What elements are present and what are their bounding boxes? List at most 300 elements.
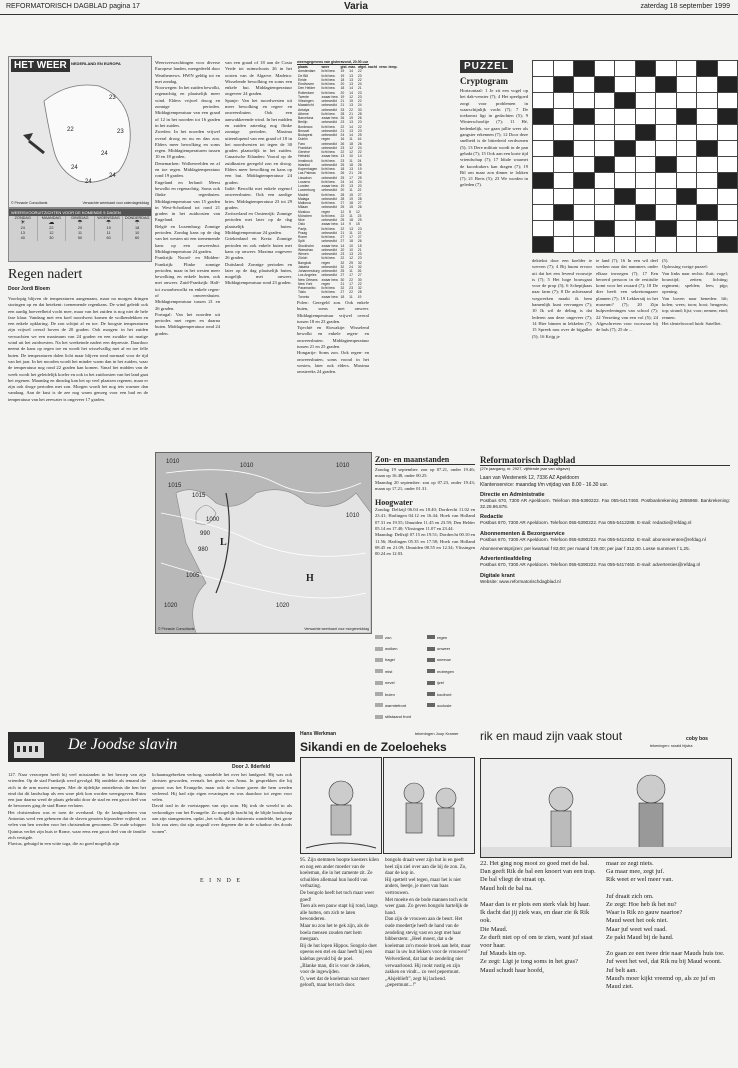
crossword-cell[interactable] [676,61,697,77]
city-name: Bangkok [298,260,312,265]
city-temps: 27 17 27 [340,235,362,239]
city-weather: licht bew. [321,82,336,86]
crossword-cell[interactable] [635,173,656,189]
city-name: Luxemburg [298,188,315,193]
city-weather: licht bew. [321,73,336,78]
city-weather: onbewolkt [321,218,337,222]
crossword-cell[interactable] [656,173,677,189]
city-temps: 21 13 24 [340,103,362,108]
isobar-label: 1010 [240,463,254,469]
rates-body: Abonnementsprijzen: per kwartaal f 82,00; per maand f 29,00; per jaar f 312,00. Losse nummers f 1,25. [480,546,690,552]
crossword-row [533,93,738,109]
crossword-cell[interactable] [594,109,615,125]
city-temps: 12 8 12 [340,209,360,214]
city-temps: 21 17 22 [340,281,362,286]
legend-item [427,700,475,710]
crossword-cell[interactable] [533,141,554,157]
city-weather: licht bew. [321,86,336,91]
crossword-cell[interactable] [717,189,738,205]
crossword-cell[interactable] [697,221,718,237]
crossword-cell[interactable] [615,205,636,221]
city-name: Eelde [298,77,307,82]
crossword-cell[interactable] [594,93,615,109]
crossword-cell[interactable] [615,173,636,189]
city-weather: onbewolkt [321,107,337,112]
map-credit-left: © Pinnacle Consultants [11,201,48,205]
city-name: New York [298,281,313,286]
crossword-row [533,61,738,77]
crossword-cell[interactable] [656,109,677,125]
crossword-cell[interactable] [615,61,636,77]
comic2-text1: 22. Het ging nog mooi zo goed met de bal. Dan geeft Rik de bal een knoert van een trap. De bal vliegt de straat op. Maud holt de bal na. Maar dan is er plots een sterk vlak bij haar. Ik dacht dat jij ziek was, en daar zie ik Rik ook. Die Maud. Ze durft niet op of om te zien, want juf staat voor haar. Juf Mauds kin op. Ze zegt: Ligt je tong soms in het gras? Maud schudt haar hoofd, [480,860,596,974]
crossword-cell[interactable] [717,205,738,221]
ads-title: Advertentieafdeling [480,556,532,563]
crossword-row [533,157,738,173]
crossword-cell[interactable] [676,157,697,173]
forecast-day: DONDERDAG ☂ 18 10 60 [124,216,150,240]
crossword-cell[interactable] [635,125,656,141]
city-name: Praag [298,230,308,235]
low-pressure-icon: L [220,537,227,548]
city-weather: licht bew. [321,256,336,261]
crossword-cell[interactable] [656,77,677,93]
city-temps: 22 13 23 [340,226,362,231]
crossword-cell[interactable] [697,189,718,205]
city-weather: onbewolkt [321,264,337,269]
crossword-cell[interactable] [656,125,677,141]
crossword-cell[interactable] [656,189,677,205]
crossword-cell[interactable] [574,93,595,109]
city-weather: licht bew. [321,192,336,197]
crossword-cell[interactable] [553,93,574,109]
crossword-row [533,189,738,205]
legend-item [375,643,423,653]
crossword-cell[interactable] [635,93,656,109]
crossword-cell[interactable] [697,93,718,109]
city-name: Toronto [298,294,310,299]
city-temps: 16 11 16 [340,137,362,142]
crossword-cell[interactable] [594,77,615,93]
crossword-cell[interactable] [553,77,574,93]
city-name: Paramaribo [298,286,316,290]
legend-label: stilstaand front [385,714,412,720]
city-temps: 27 18 26 [340,239,362,244]
comic2-title: rik en maud zijn vaak stout [480,729,623,743]
city-weather: licht bew. [321,69,336,74]
city-weather: regen [321,260,331,265]
crossword-cell[interactable] [656,61,677,77]
legend-label: occlusie [437,702,452,708]
legend-symbol-icon [427,658,435,662]
legend-label: sneeuw [437,657,451,663]
city-weather: licht bew. [321,167,336,171]
forecast-day: WOENSDAG ☂ 19 11 60 [95,216,124,241]
crossword-cell[interactable] [615,157,636,173]
crossword-row [533,173,738,189]
crossword-cell[interactable] [533,173,554,189]
city-weather: licht bew. [321,171,336,176]
crossword-cell[interactable] [615,221,636,237]
city-row [297,295,398,299]
crossword-cell[interactable] [594,205,615,221]
crossword-cell[interactable] [533,237,554,253]
city-weather: zwaar bew. [321,243,339,248]
crossword-cell[interactable] [656,157,677,173]
legend-item [427,678,475,688]
big-map-credit-right: Verwachte weerkaart voor morgenmiddag [304,627,369,631]
city-weather: onbewolkt [321,120,337,125]
crossword-cell[interactable] [533,157,554,173]
city-weather: licht bew. [321,179,336,184]
crossword-cell[interactable] [553,237,574,253]
tide-body: Zondag: Delfzijl 06.04 en 18.40; Dordrecht 11.02 en 23.41; Harlingen 04.12 en 16.44; Hoek van Holland 07.31 en 19.55; IJmuiden 11.45 en 23.59; Den Helder 05.14 en 17.40; Vlissingen 11.07 en 23.44. Maandag: Delfzijl 07.15 en 19.51; Dordrecht 00.10 en 11.56; Harlingen 05.35 en 17.58; Hoek van Holland 08.45 en 21.09; IJmuiden 00.55 en 12.34; Vlissingen 00.24 en 12.03. [375,507,476,557]
crossword-cell[interactable] [594,141,615,157]
five-day-forecast [8,208,152,262]
crossword-cell[interactable] [676,205,697,221]
isobar-label: 1015 [168,483,182,489]
crossword-row [533,237,738,253]
header-left: REFORMATORISCH DAGBLAD pagina 17 [6,3,140,10]
comic1-panel2 [383,757,475,854]
nl-map-drawing [9,71,151,197]
city-name: Frankfurt [298,145,312,150]
city-temps: 19 13 23 [340,73,362,78]
city-name: München [298,213,312,218]
crossword-cell[interactable] [635,221,656,237]
city-name: Milaan [298,205,308,210]
crossword-cell[interactable] [676,141,697,157]
city-name: Split [298,239,305,244]
crossword-cell[interactable] [676,125,697,141]
city-name: Amsterdam [298,69,316,74]
legend-item [375,632,423,642]
city-name: Innsbruck [298,158,313,163]
crossword-cell[interactable] [553,141,574,157]
weather-body: Voorlopig blijven de temperaturen aangenaam, maar na morgen dringen storingen op en dat betekent: toenemende regenkans. De wind geleidt ook een aardig hoeveelheid vocht mee, maar van het zuiden is nog niet de hele fase klaar. Vandaag met een koel noordwest komen de wolkendekken en een enkele opklaring. De zon schijnt af en toe. De hoogste temperaturen zijn vrijwel overal boven de 20 graden. Ook morgen: in het zuiden verwachten we een maximum van 24 graden en een zwakke tot matige wind uit het zuidwesten. Na het weekeinde nadert een depressie. Daardoor neemt de kans op regen toe en wordt het wisselvallig met af en toe felle buien. De temperaturen dalen licht maar blijven rond normaal voor de tijd van het jaar. In het noorden wordt het minder warm dan in het zuiden, waar de temperatuur nog rond 22 graden kan komen. Vanaf het midden van de week wordt het geleidelijk koeler en ook in het zuidoosten van het land gaat het regenen. Maandag en dinsdag kan het op veel plaatsen regenen, maar er zijn ook droge perioden met zon. Morgen wordt het nog iets warmer dan vandaag. Aan de kust is de zee nog warm genoeg voor een bad en de temperatuur van het zeewater is ongeveer 17 graden. [8,296,148,402]
city-name: Locarno [298,179,311,184]
comic1-artist: tekeningen Joop Kramer [415,731,459,736]
crossword-cell[interactable] [553,157,574,173]
crossword-cell[interactable] [656,237,677,253]
page-header [0,0,738,15]
crossword-cell[interactable] [635,61,656,77]
crossword-cell[interactable] [533,77,554,93]
city-name: Moskou [298,209,310,214]
crossword-cell[interactable] [574,237,595,253]
crossword-row [533,125,738,141]
city-name: Lissabon [298,175,312,180]
crossword-cell[interactable] [676,77,697,93]
legend-label: zon [385,634,392,640]
city-name: New Orleans [298,277,318,282]
crossword-cell[interactable] [533,109,554,125]
crossword-cell[interactable] [574,205,595,221]
crossword-cell[interactable] [594,61,615,77]
crossword-cell[interactable] [533,125,554,141]
europe-map-drawing [156,453,371,633]
comic2-artist: tekeningen: ronald hijstra [650,744,693,748]
isobar-label: 1020 [276,603,290,609]
header-center: Varia [344,1,368,12]
city-temps: 32 23 32 [340,286,362,290]
crossword-cell[interactable] [533,61,554,77]
crossword-cell[interactable] [676,189,697,205]
crossword-cell[interactable] [615,93,636,109]
crossword-cell[interactable] [717,173,738,189]
crossword-cell[interactable] [676,237,697,253]
city-temps: 28 21 28 [340,111,362,116]
direction-body: Postbus 670, 7300 AR Apeldoorn. Telefoon 055-5390222. Fax 055-5417460. Postbankrekening 2855968. Bankrekening: 32.28.96.876. [480,497,730,510]
legend-symbol-icon [375,658,383,662]
crossword-cell[interactable] [697,157,718,173]
city-weather: zwaar bew. [321,184,339,188]
crossword-cell[interactable] [594,237,615,253]
legend-item [375,678,423,688]
crossword-cell[interactable] [656,93,677,109]
crossword-cell[interactable] [574,61,595,77]
crossword-cell[interactable] [635,237,656,253]
crossword-cell[interactable] [553,125,574,141]
crossword-cell[interactable] [553,221,574,237]
city-weather: licht bew. [321,235,336,239]
city-name: Den Helder [298,86,316,91]
crossword-cell[interactable] [676,221,697,237]
city-weather: onbewolkt [321,133,337,137]
crossword-cell[interactable] [533,189,554,205]
city-temps: 14 9 15 [340,222,360,227]
city-temps: 24 14 25 [340,133,362,137]
crossword-cell[interactable] [553,189,574,205]
crossword-cell[interactable] [635,109,656,125]
crossword-cell[interactable] [697,173,718,189]
legend-symbol-icon [375,692,383,696]
city-weather: zwaar bew. [321,94,339,99]
comic1-panel1 [300,757,382,854]
forecast-day: MAANDAG ☁ 22 12 30 [38,216,67,241]
city-weather-table [297,60,398,299]
crossword-cell[interactable] [615,125,636,141]
big-map-credit-left: © Pinnacle Consultants [158,627,195,631]
city-weather: onbewolkt [321,175,337,180]
weather-logo-sub: NEDERLAND EN EUROPA [71,61,121,66]
crossword-cell[interactable] [615,189,636,205]
crossword-cell[interactable] [717,125,738,141]
city-name: Genève [298,150,310,154]
map-temp: 22 [67,127,74,133]
crossword-cell[interactable] [717,93,738,109]
crossword-cell[interactable] [594,157,615,173]
legend-symbol-icon [375,715,383,719]
crossword-cell[interactable] [697,77,718,93]
city-name: Zürich [298,256,308,261]
crossword-cell[interactable] [717,61,738,77]
weather-legend [375,632,475,722]
puzzle-clues-c: te land (7); 16 In een wil deel werken naar dat nummers onder elkaar invoegen (7); 17 Een beroerd persoon in de restitulie komt voor het zwaard (7); 18 De dier heeft een sekretomgazer plannen (7); 19 Lekkerstij in het museum? (7); 20 Zijn hulpverleningen van school (7); 22 Verzeting van een vol (5); 24 Afgeschreven voor voorwaar bij de hals (7); 25 de ... [596,258,658,333]
city-weather: regen [321,209,331,214]
europe-forecast-col3: Polen: Geregeld zon. Ook enkele buien, soms met onweer. Middagtemperatuur vrijwel overal tussen 18 en 23 graden. Tsjechië en Slowakije: Wisselend bewolkt en enkele regen- en onweersbuien. Middagtemperatuur tussen 21 en 25 graden. Hongarije: Soms zon. Ook regen- en onweersbuien, soms vooral in het westen, later ook elders. Maxima omstreeks 24 graden. [297,300,369,375]
isobar-label: 1020 [164,603,178,609]
crossword-cell[interactable] [574,157,595,173]
crossword-cell[interactable] [574,141,595,157]
crossword-cell[interactable] [594,173,615,189]
city-weather: licht bew. [321,158,336,163]
city-table-title: weersgegevens van gisteravond, 20.00 uur [297,60,369,64]
legend-item [427,643,475,653]
legend-label: mist [385,668,393,674]
colophon-hours: Klantenservice: maandag t/m vrijdag van 8.00 - 16.30 uur. [480,481,609,488]
web-title: Digitale krant [480,572,515,579]
isobar-label: 1005 [186,573,200,579]
crossword-cell[interactable] [635,157,656,173]
city-temps: 25 11 26 [340,269,362,273]
crossword-cell[interactable] [553,205,574,221]
crossword-cell[interactable] [697,205,718,221]
weather-headline: Regen nadert [8,267,83,282]
crossword-row [533,77,738,93]
crossword-cell[interactable] [656,221,677,237]
city-weather: zwaar bew. [321,154,339,159]
crossword-cell[interactable] [533,205,554,221]
city-weather: onbewolkt [321,205,337,210]
city-weather: licht bew. [321,90,336,95]
legend-item [375,655,423,665]
crossword-cell[interactable] [697,109,718,125]
colophon-addr: Laan van Westenenk 12, 7336 AZ Apeldoorn [480,475,580,482]
city-name: De Bilt [298,73,308,78]
legend-symbol-icon [427,635,435,639]
legend-symbol-icon [427,681,435,685]
redaction-title: Redactie [480,514,503,521]
legend-symbol-icon [375,703,383,707]
crossword-cell[interactable] [533,221,554,237]
city-temps: 20 11 22 [340,188,362,193]
forecast-day: DINSDAG ☂ 20 11 50 [66,216,95,241]
crossword-cell[interactable] [533,93,554,109]
city-weather: onbewolkt [321,128,337,133]
crossword-cell[interactable] [615,109,636,125]
city-weather: licht bew. [321,150,336,154]
legend-symbol-icon [427,692,435,696]
comic2-text2: maar ze zegt niets. Ga maar mee, zegt juf. Rik weet er wel meer van. Juf draait zich om. Ze zegt: Hoe heb ik het nu? Waar is Rik zo gauw naartoe? Maud weet het ook niet. Maar juf weet wel raad. Ze pakt Maud bij de hand. Zo gaan ze een twee drie naar Mauds huis toe. Juf weet het wel, dat Rik nu bij Maud woont. Juf belt aan. Maud's moer kijkt vreemd op, als ze juf en Maud ziet. [606,860,725,991]
crossword-cell[interactable] [594,221,615,237]
city-weather: onbewolkt [321,99,337,103]
crossword-cell[interactable] [717,77,738,93]
crossword-cell[interactable] [676,109,697,125]
legend-label: nevel [385,680,395,686]
crossword-cell[interactable] [615,77,636,93]
crossword-cell[interactable] [717,221,738,237]
legend-item [427,689,475,699]
city-weather: zwaar bew. [321,116,339,120]
web-body: Website: www.reformatorischdagblad.nl [480,578,561,584]
header-right: zaterdag 18 september 1999 [640,3,730,10]
city-temps: 23 12 24 [340,145,362,150]
city-temps: 33 22 33 [340,107,362,112]
col-nacht: afgel. nacht [358,65,377,69]
puzzle-clues-b: dektekst door een koelder te werven (7); 4 Bij huom ervoor uit dat het een levend vrouwtje is (7); 5 Het hoge bouwgaai voor de prop (5); 6 Schepijkaas naar farm (7); 8 De achteraand wegwerken maakt ik hem bamenlijk kunt vervangen (7); 10 Ik wil de deling is dat lederen aan deze ongeveer (7); 14 Hier binnen in lekkelen (7); 15 Spreek nou over de bijgaller (5); 16 Krijg je [532,258,592,339]
crossword-cell[interactable] [615,237,636,253]
city-temps: 20 13 24 [340,82,362,86]
crossword-cell[interactable] [676,93,697,109]
crossword-cell[interactable] [697,141,718,157]
legend-symbol-icon [427,703,435,707]
city-name: Budapest [298,133,313,137]
serial-banner [8,732,295,762]
isobar-label: 1010 [346,513,360,519]
crossword-cell[interactable] [594,189,615,205]
comic2-panel [480,758,732,858]
legend-label: onweer [437,646,451,652]
isobar-label: 1010 [336,463,350,469]
colophon-subtitle: (27e jaargang, nr. 2927, vijftiende jaar van uitgave) [480,466,571,471]
city-temps: 28 19 28 [340,196,362,201]
city-name: Faro [298,141,305,146]
comic2-author: coby bos [686,736,708,742]
crossword-cell[interactable] [635,77,656,93]
colophon-title: Reformatorisch Dagblad [480,455,730,466]
legend-symbol-icon [375,647,383,651]
crossword-cell[interactable] [697,61,718,77]
crossword-cell[interactable] [615,141,636,157]
city-name: Warschau [298,247,314,252]
crossword-cell[interactable] [574,77,595,93]
crossword-cell[interactable] [717,109,738,125]
city-name: Jakarta [298,264,310,269]
city-name: Madrid [298,192,309,197]
city-temps: 18 14 21 [340,86,362,91]
city-temps: 26 19 26 [340,116,362,120]
crossword-cell[interactable] [697,125,718,141]
city-name: Johannesburg [298,269,320,273]
crossword-cell[interactable] [553,61,574,77]
city-name: Maastricht [298,103,314,108]
col-plaats: plaats [298,65,308,69]
crossword-cell[interactable] [717,237,738,253]
city-weather: onbewolkt [321,230,337,235]
city-weather: onbewolkt [321,239,337,244]
serial-title: De Joodse slavin [68,736,178,753]
city-temps: 26 18 26 [340,141,362,146]
crossword-cell[interactable] [574,189,595,205]
crossword-cell[interactable] [574,221,595,237]
col-verw: verw. temp. [378,65,398,69]
crossword-cell[interactable] [553,109,574,125]
crossword-cell[interactable] [635,141,656,157]
crossword-cell[interactable] [717,157,738,173]
crossword-cell[interactable] [635,205,656,221]
crossword-cell[interactable] [656,205,677,221]
isobar-label: 990 [200,531,211,537]
crossword-cell[interactable] [574,125,595,141]
crossword-cell[interactable] [553,173,574,189]
europe-forecast-col2: van een graad of 18 aan de Costa Verde tot ruimschoots 26 in het oosten van de Algarve. Madeira: Wisselende bewolking en soms een enkele bui. Middagtemperatuur ongeveer 24 graden. Spanje: Van het noordwesten uit meer bewolking en regen- en onweersbuien. Ook een aanwakkerende wind. In het midden en zuiden zaterdag nog flinke zonnige perioden. Maxima uiteenlopend van een graad of 18 in het noordwesten tot tegen de 30 graden plaatselijk in het zuiden. Canarische Eilanden: Vooral op de zuidkusten geregeld zon en droog. Elders meer bewolking en kans op een bui. Middagtemperatuur 24 graden. Italië: Bewolkt met enkele regenof onweersbuien. Ook een aardige bries. Middagtemperatuur 23 tot 29 graden. Zwitserland en Oostenrijk: Zonnige perioden met later op de dag plaatselijk buien. Middagtemperatuur 24 graden. Griekenland en Kreta: Zonnige perioden en ook enkele buien met kans op onweer. Maxima ongeveer 26 graden. Duitsland: Zonnige perioden en later op de dag plaatselijk buien, mogelijk met onweer. Middagtemperatuur rond 23 graden. [225,60,292,286]
crossword-cell[interactable] [656,141,677,157]
legend-item [375,700,423,710]
crossword-cell[interactable] [574,109,595,125]
crossword-cell[interactable] [676,173,697,189]
legend-item [375,666,423,676]
puzzle-clues-d: (5). Oplossing vorige puzzel: Van links naar rechts: fluit; vogel; bouwtijd; zetten; lichting; regiment; spelden; lees; pijp; opening. Van boven naar beneden: lift; kolen; wees; toon; hooi; heugenis; top; strand; lijst; voor; nemen; eind; rennen. Het sleutelwoord luidt: Satelliet. [662,258,728,326]
crossword-cell[interactable] [574,173,595,189]
city-name: Dublin [298,137,308,142]
crossword-cell[interactable] [635,189,656,205]
city-temps: 23 11 24 [340,158,362,163]
city-temps: 25 18 25 [340,218,362,222]
crossword-cell[interactable] [594,125,615,141]
crossword-cell[interactable] [717,141,738,157]
crossword-row [533,109,738,125]
crossword-cell[interactable] [697,237,718,253]
